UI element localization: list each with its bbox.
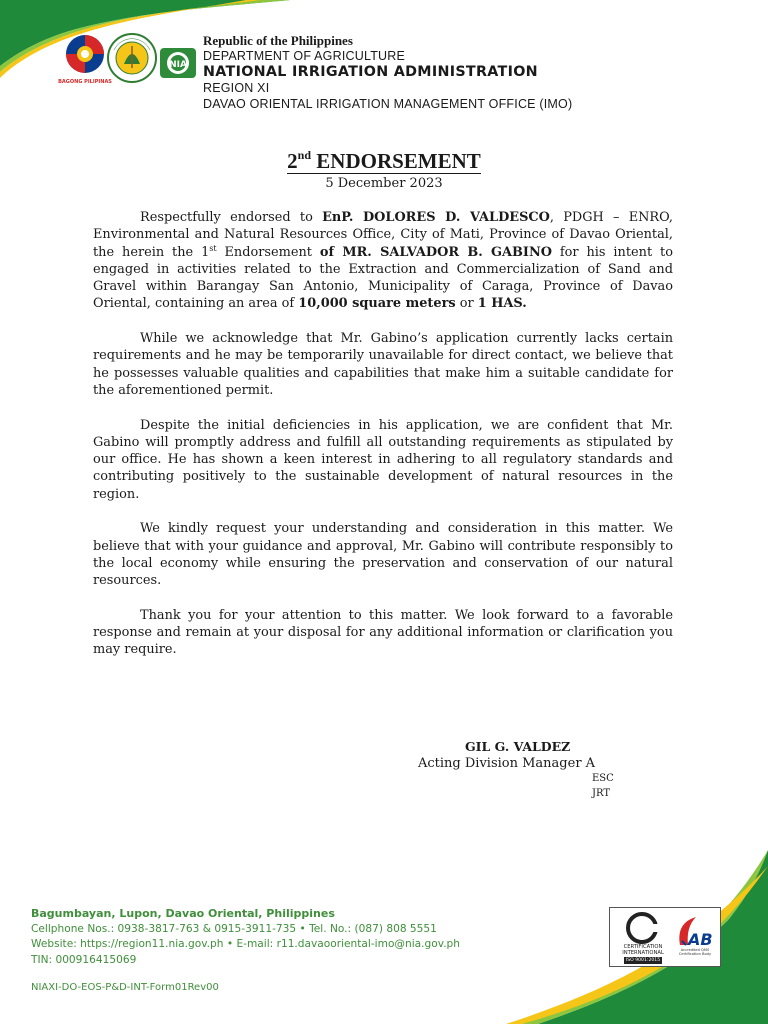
svg-text:BAGONG PILIPINAS: BAGONG PILIPINAS xyxy=(58,79,112,85)
p1-text-a: Respectfully endorsed to xyxy=(140,210,323,225)
applicant-name: of MR. SALVADOR B. GABINO xyxy=(319,244,552,260)
footer-tin: TIN: 000916415069 xyxy=(31,953,137,966)
title-ordinal-number: 2 xyxy=(287,149,298,173)
department-of-agriculture-seal xyxy=(108,34,156,82)
agency-logos xyxy=(58,30,200,92)
paragraph-3: Despite the initial deficiencies in his application, we are confident that Mr. Gabino will promptly address and fulfill all outstanding requirements as stipulated by our office. He has shown a keen interest in adhering to all regulatory standards and contributing positively to the sustainable development of natural resources in the region. xyxy=(93,417,673,502)
footer-website-email: Website: https://region11.nia.gov.ph • E-mail: r11.davaooriental-imo@nia.gov.ph xyxy=(31,938,460,950)
area-value: 10,000 square meters xyxy=(298,296,456,312)
document-date: 5 December 2023 xyxy=(325,176,443,191)
department-line: DEPARTMENT OF AGRICULTURE xyxy=(203,48,406,63)
iso-standard: ISO 9001:2015 xyxy=(625,958,661,963)
footer-address: Bagumbayan, Lupon, Davao Oriental, Philippines xyxy=(31,907,335,920)
signatory-name: GIL G. VALDEZ xyxy=(465,739,571,754)
initials-jrt: JRT xyxy=(592,788,611,799)
letterhead xyxy=(203,33,572,112)
form-code: NIAXI-DO-EOS-P&D-INT-Form01Rev00 xyxy=(31,982,219,993)
paragraph-4: We kindly request your understanding and consideration in this matter. We believe that with your guidance and approval, Mr. Gabino will contribute responsibly to the local economy while ensuring the preservation and conservation of our natural resources. xyxy=(93,521,673,589)
paragraph-1 xyxy=(93,209,673,313)
footer-contact xyxy=(31,906,460,968)
nia-logo xyxy=(160,48,196,78)
title-word: ENDORSEMENT xyxy=(316,149,481,173)
jab-text: Accredited QMS Certification Body xyxy=(678,948,712,957)
agency-name: NATIONAL IRRIGATION ADMINISTRATION xyxy=(203,64,538,80)
signatory-position: Acting Division Manager A xyxy=(418,756,596,771)
p1-ordinal-suffix: st xyxy=(209,243,217,253)
p1-text-b: , PDGH – ENRO, Environmental and Natural Resources Office, City of Mati, Province of Davao Oriental, the herein the 1 xyxy=(93,210,673,260)
bagong-pilipinas-logo xyxy=(58,35,112,85)
paragraph-2: While we acknowledge that Mr. Gabino’s application currently lacks certain requirements and he may be temporarily unavailable for direct contact, we believe that he possesses valuable qualities and capabilities that make him a suitable candidate for the aforementioned permit. xyxy=(93,331,673,398)
initials-esc: ESC xyxy=(592,773,614,784)
p1-text-d: for his intent to engaged in activities related to the Extraction and Commercialization of Sand and Gravel within Barangay San Antonio, Municipality of Caraga, Province of Davao Oriental, containing an area of xyxy=(93,244,673,312)
title-ordinal-suffix: nd xyxy=(297,148,312,162)
region-line: REGION XI xyxy=(203,81,270,95)
svg-text:NIA: NIA xyxy=(169,60,187,70)
office-line: DAVAO ORIENTAL IRRIGATION MANAGEMENT OFFICE (IMO) xyxy=(203,96,573,111)
republic-line: Republic of the Philippines xyxy=(203,33,353,48)
hectare-value: 1 HAS. xyxy=(477,296,527,312)
p1-text-c: Endorsement xyxy=(216,244,320,260)
svg-text:AB: AB xyxy=(688,930,713,949)
recipient-name: EnP. DOLORES D. VALDESCO xyxy=(322,210,550,225)
letter-body xyxy=(93,209,673,676)
document-title xyxy=(0,149,768,174)
paragraph-5: Thank you for your attention to this matter. We look forward to a favorable response and remain at your disposal for any additional information or clarification you may require. xyxy=(93,607,673,658)
ci-text: CERTIFICATION INTERNATIONAL xyxy=(622,944,664,956)
footer-phones: Cellphone Nos.: 0938-3817-763 & 0915-3911-735 • Tel. No.: (087) 808 5551 xyxy=(31,922,437,935)
iso-certification-badge xyxy=(609,907,721,967)
p1-text-e: or xyxy=(455,296,478,312)
